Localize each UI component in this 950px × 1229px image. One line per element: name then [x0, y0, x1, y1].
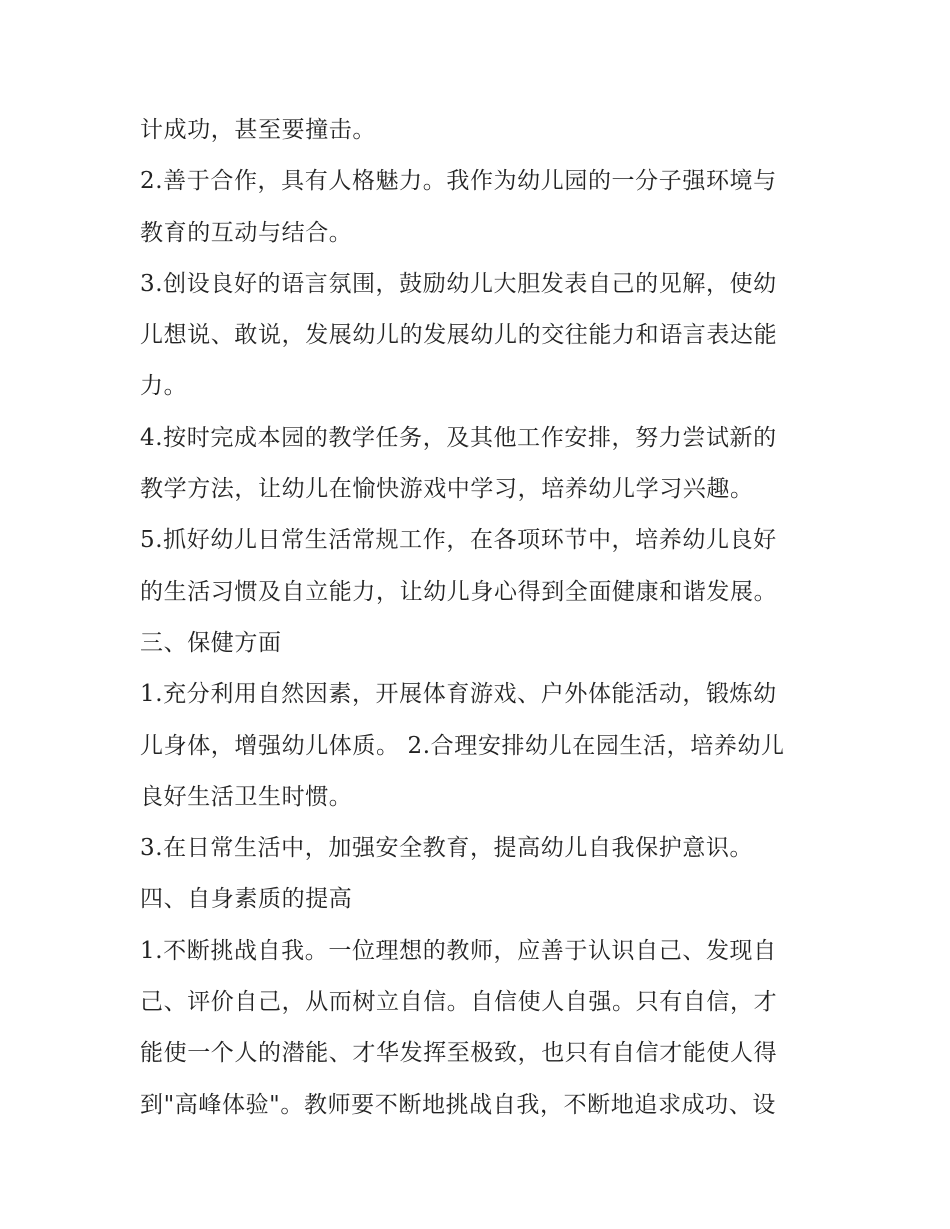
text-line: 能使一个人的潜能、才华发挥至极致，也只有自信才能使人得 [140, 1040, 778, 1067]
text-line: 1.充分利用自然因素，开展体育游戏、户外体能活动，锻炼幼 [140, 681, 777, 708]
text-line: 4.按时完成本园的教学任务，及其他工作安排，努力尝试新的 [140, 424, 777, 451]
text-line: 2.善于合作，具有人格魅力。我作为幼儿园的一分子强环境与 [140, 168, 777, 195]
text-line: 3.在日常生活中，加强安全教育，提高幼儿自我保护意识。 [140, 835, 754, 862]
text-line: 的生活习惯及自立能力，让幼儿身心得到全面健康和谐发展。 [140, 578, 778, 605]
text-line: 教学方法，让幼儿在愉快游戏中学习，培养幼儿学习兴趣。 [140, 476, 754, 503]
document-body [140, 105, 820, 1131]
text-line: 儿想说、敢说，发展幼儿的发展幼儿的交往能力和语言表达能 [140, 322, 778, 349]
section-heading: 四、自身素质的提高 [140, 886, 353, 913]
text-line: 3.创设良好的语言氛围，鼓励幼儿大胆发表自己的见解，使幼 [140, 270, 777, 297]
text-line: 5.抓好幼儿日常生活常规工作，在各项环节中，培养幼儿良好 [140, 527, 777, 554]
text-line: 力。 [140, 373, 188, 400]
text-line: 到"高峰体验"。教师要不断地挑战自我，不断地追求成功、设 [140, 1091, 776, 1118]
text-line: 1.不断挑战自我。一位理想的教师，应善于认识自己、发现自 [140, 937, 777, 964]
text-line: 儿身体，增强幼儿体质。 2.合理安排幼儿在园生活，培养幼儿 [140, 732, 785, 759]
text-line: 计成功，甚至要撞击。 [140, 117, 376, 143]
section-heading: 三、保健方面 [140, 629, 282, 656]
text-line: 己、评价自己，从而树立自信。自信使人自强。只有自信，才 [140, 989, 778, 1016]
text-line: 良好生活卫生时惯。 [140, 783, 353, 810]
text-line: 教育的互动与结合。 [140, 219, 353, 246]
